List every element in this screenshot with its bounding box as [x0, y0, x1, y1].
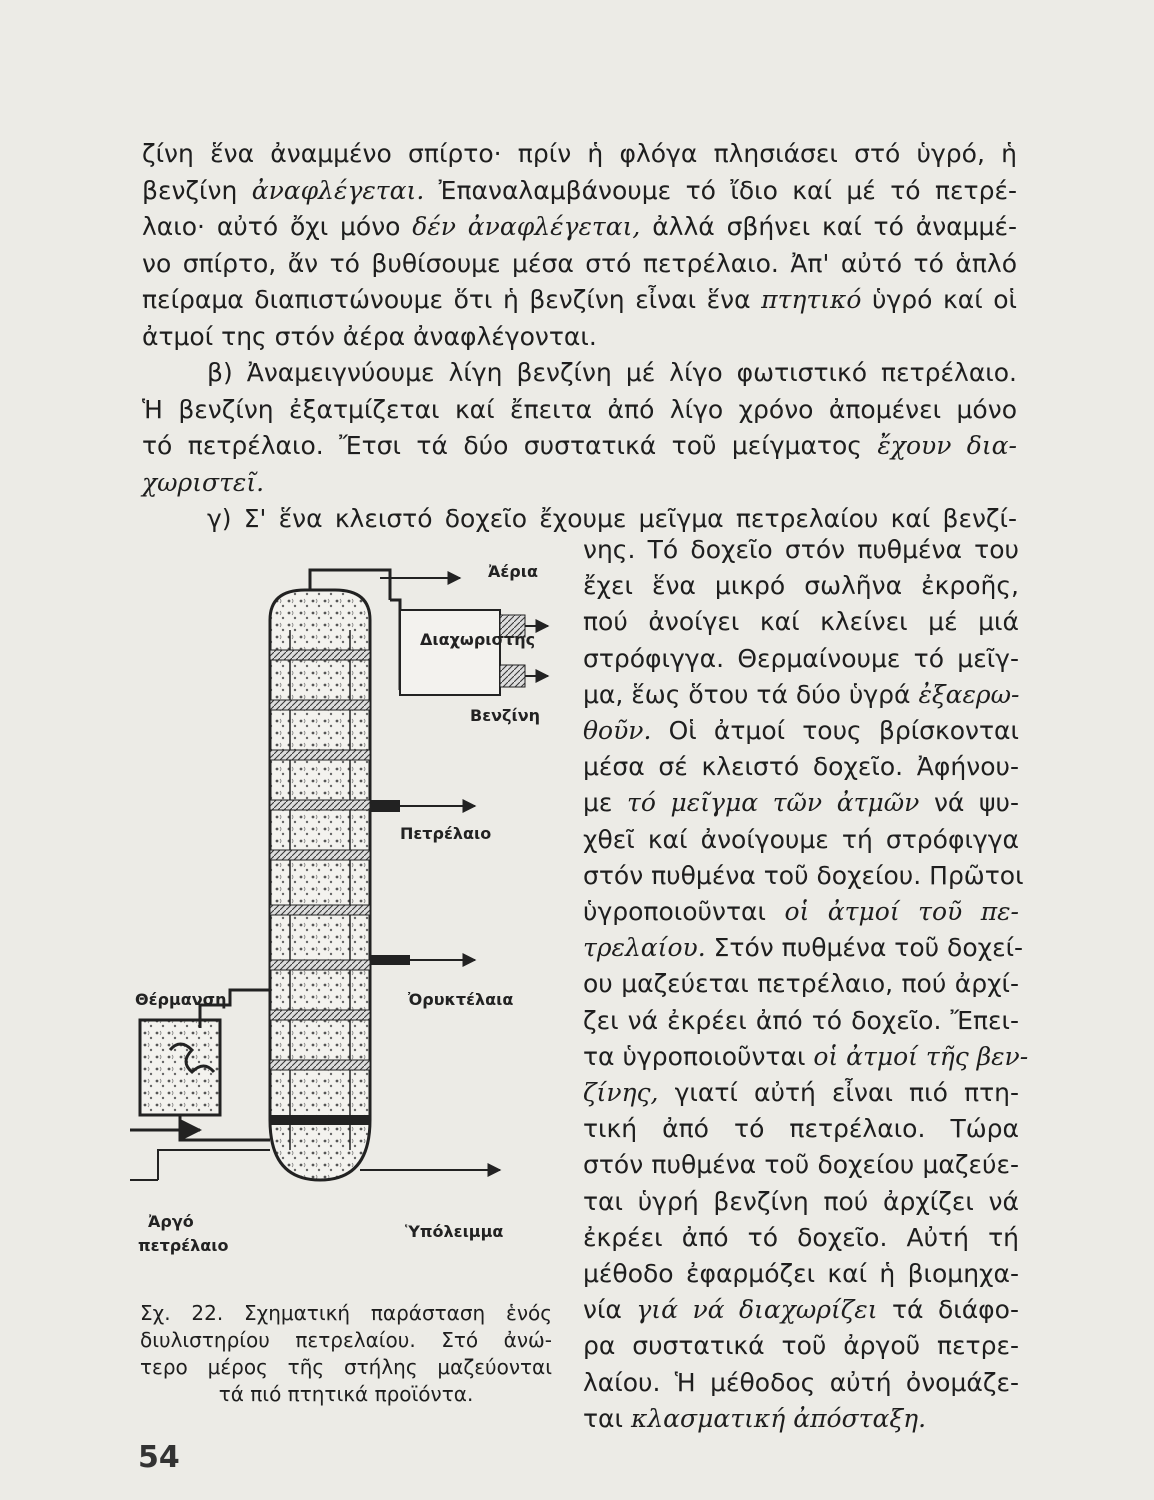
text-run: ἀτμοί της στόν ἀέρα ἀναφλέγονται.: [142, 321, 597, 351]
text-run: Οἱ ἀτμοί τους βρίσκονται: [651, 716, 1019, 745]
text-line: [583, 966, 1019, 1001]
italic-text-run: οἱ ἀτμοί τοῦ πε-: [784, 897, 1019, 926]
text-line: [583, 822, 1019, 857]
text-line: [583, 641, 1019, 676]
text-run: τα ὑγροποιοῦνται: [583, 1041, 814, 1071]
text-run: ἀλλά σβήνει καί τό ἀναμμέ-: [640, 212, 1017, 241]
text-line: [583, 1184, 1019, 1219]
distillation-column: [270, 590, 370, 1180]
italic-text-run: τό μεῖγμα τῶν ἀτμῶν: [627, 788, 920, 818]
text-line: [583, 1075, 1019, 1110]
text-run: στόν πυθμένα τοῦ δοχείου μαζεύε-: [583, 1150, 1019, 1180]
label-petroleum: Πετρέλαιο: [400, 824, 492, 843]
italic-text-run: γιά νά διαχωρίζει: [636, 1295, 878, 1325]
text-run: ὑγρό καί οἱ: [861, 285, 1017, 314]
italic-text-run: ἐξαερω-: [918, 679, 1020, 709]
text-run: ζει νά ἐκρέει ἀπό τό δοχεῖο. Ἔπει-: [583, 1005, 1019, 1035]
page-number: 54: [138, 1440, 180, 1475]
text-run: ἐκρέει ἀπό τό δοχεῖο. Αὐτή τή: [583, 1222, 1019, 1252]
label-crude-2: πετρέλαιο: [138, 1236, 229, 1255]
text-line: [583, 858, 1024, 893]
text-run: βενζίνη: [142, 175, 252, 205]
text-line: [142, 392, 1017, 427]
label-mineral-oils: Ὀρυκτέλαια: [408, 990, 514, 1009]
text-run: ται ὑγρή βενζίνη πού ἀρχίζει νά: [583, 1186, 1019, 1216]
text-line: [583, 1111, 1019, 1146]
text-run: ται: [583, 1403, 631, 1433]
text-run: νία: [583, 1295, 637, 1325]
text-line: [583, 1147, 1019, 1182]
italic-text-run: ἀναφλέγεται.: [251, 175, 425, 205]
text-line: [142, 173, 1017, 208]
label-gasoline: Βενζίνη: [470, 706, 540, 725]
text-run: με: [583, 788, 628, 818]
text-line: [142, 209, 1017, 244]
text-line: [583, 894, 1019, 929]
label-crude: Ἀργό: [148, 1212, 194, 1231]
italic-text-run: χωριστεῖ.: [142, 467, 265, 497]
label-residue: Ὑπόλειμμα: [405, 1222, 504, 1241]
text-run: νά ψυ-: [919, 788, 1019, 818]
heater: [130, 990, 270, 1180]
text-line: [142, 355, 1017, 390]
label-separator: Διαχωριστής: [420, 630, 536, 649]
text-run: γιατί αὐτή εἶναι πιό πτη-: [658, 1078, 1019, 1107]
text-line: [583, 785, 1019, 820]
italic-text-run: οἱ ἀτμοί τῆς βεν-: [813, 1041, 1029, 1071]
label-heating: Θέρμανση: [135, 990, 227, 1009]
text-line: [583, 1220, 1019, 1255]
text-line: [583, 1003, 1019, 1038]
text-run: ζίνη ἕνα ἀναμμένο σπίρτο· πρίν ἡ φλόγα πλησιάσει στό ὑγρό, ἡ: [142, 139, 1017, 168]
text-run: τική ἀπό τό πετρέλαιο. Τώρα: [583, 1114, 1019, 1144]
text-run: β) Ἀναμειγνύουμε λίγη βενζίνη μέ λίγο φωτιστικό πετρέλαιο.: [207, 358, 1017, 387]
refinery-diagram: [130, 550, 550, 1210]
text-run: μέθοδο ἐφαρμόζει καί ἡ βιομηχα-: [583, 1259, 1019, 1288]
text-run: λαίου. Ἡ μέθοδος αὐτή ὀνομάζε-: [583, 1367, 1019, 1397]
text-run: ου μαζεύεται πετρέλαιο, πού ἀρχί-: [583, 969, 1019, 999]
text-line: [142, 501, 1017, 536]
text-run: στρόφιγγα. Θερμαίνουμε τό μεῖγ-: [583, 643, 1019, 673]
text-line: [583, 677, 1019, 712]
label-gases: Ἀέρια: [488, 562, 538, 581]
text-run: μέσα σέ κλειστό δοχεῖο. Ἀφήνου-: [583, 752, 1019, 782]
text-run: τό πετρέλαιο. Ἔτσι τά δύο συστατικά τοῦ μείγματος: [142, 431, 878, 460]
text-line: [583, 568, 1019, 603]
text-line: [583, 749, 1019, 784]
caption-line: Σχ. 22. Σχηματική παράσταση ἑνός: [140, 1301, 552, 1325]
text-run: πού ἀνοίγει καί κλείνει μέ μιά: [583, 607, 1019, 637]
text-line: [583, 604, 1019, 639]
italic-text-run: κλασματική ἀπόσταξη.: [630, 1403, 927, 1433]
text-line: [583, 713, 1019, 748]
italic-text-run: δέν ἀναφλέγεται,: [412, 212, 641, 241]
text-line: [583, 1328, 1019, 1363]
text-run: χθεῖ καί ἀνοίγουμε τή στρόφιγγα: [583, 824, 1019, 854]
text-run: πείραμα διαπιστώνουμε ὅτι ἡ βενζίνη εἶναι ἕνα: [142, 285, 762, 314]
text-run: ἔχει ἕνα μικρό σωλῆνα ἐκροῆς,: [583, 571, 1019, 601]
text-run: Ἡ βενζίνη ἐξατμίζεται καί ἔπειτα ἀπό λίγο χρόνο ἀπομένει μόνο: [142, 394, 1017, 424]
text-run: ρα συστατικά τοῦ ἀργοῦ πετρε-: [583, 1331, 1019, 1361]
italic-text-run: θοῦν.: [583, 716, 652, 745]
text-run: Στόν πυθμένα τοῦ δοχεί-: [705, 933, 1024, 963]
caption-line: τά πιό πτητικά προϊόντα.: [218, 1382, 474, 1406]
italic-text-run: ἔχουν δια-: [877, 431, 1017, 460]
text-line: [583, 1256, 1019, 1291]
text-line: [583, 1401, 1019, 1436]
text-line: [583, 1039, 1029, 1074]
text-line: [583, 1365, 1019, 1400]
text-run: νης. Τό δοχεῖο στόν πυθμένα του: [583, 535, 1019, 564]
text-line: [583, 532, 1019, 567]
text-line: [142, 246, 1017, 281]
italic-text-run: πτητικό: [761, 285, 862, 314]
text-run: γ) Σ' ἕνα κλειστό δοχεῖο ἔχουμε μεῖγμα πετρελαίου καί βενζί-: [207, 504, 1017, 533]
text-run: στόν πυθμένα τοῦ δοχείου. Πρῶτοι: [583, 860, 1024, 890]
caption-line: διυλιστηρίου πετρελαίου. Στό ἀνώ-: [140, 1328, 552, 1352]
text-line: [142, 319, 1017, 354]
text-run: ὑγροποιοῦνται: [583, 897, 785, 926]
text-run: νο σπίρτο, ἄν τό βυθίσουμε μέσα στό πετρέλαιο. Ἀπ' αὐτό τό ἁπλό: [142, 248, 1017, 278]
italic-text-run: τρελαίου.: [583, 933, 706, 963]
caption-line: τερο μέρος τῆς στήλης μαζεύονται: [140, 1355, 552, 1379]
text-run: λαιο· αὐτό ὄχι μόνο: [142, 212, 413, 241]
italic-text-run: ζίνης,: [583, 1078, 659, 1107]
text-run: μα, ἕως ὅτου τά δύο ὑγρά: [583, 679, 919, 709]
text-run: τά διάφο-: [877, 1295, 1019, 1325]
text-run: Ἐπαναλαμβάνουμε τό ἴδιο καί μέ τό πετρέ-: [424, 175, 1017, 205]
text-line: [583, 930, 1024, 965]
text-line: [583, 1292, 1019, 1327]
text-line: [142, 465, 1017, 500]
text-line: [142, 282, 1017, 317]
text-line: [142, 428, 1017, 463]
side-outlets: [360, 800, 500, 1170]
text-line: [142, 136, 1017, 171]
